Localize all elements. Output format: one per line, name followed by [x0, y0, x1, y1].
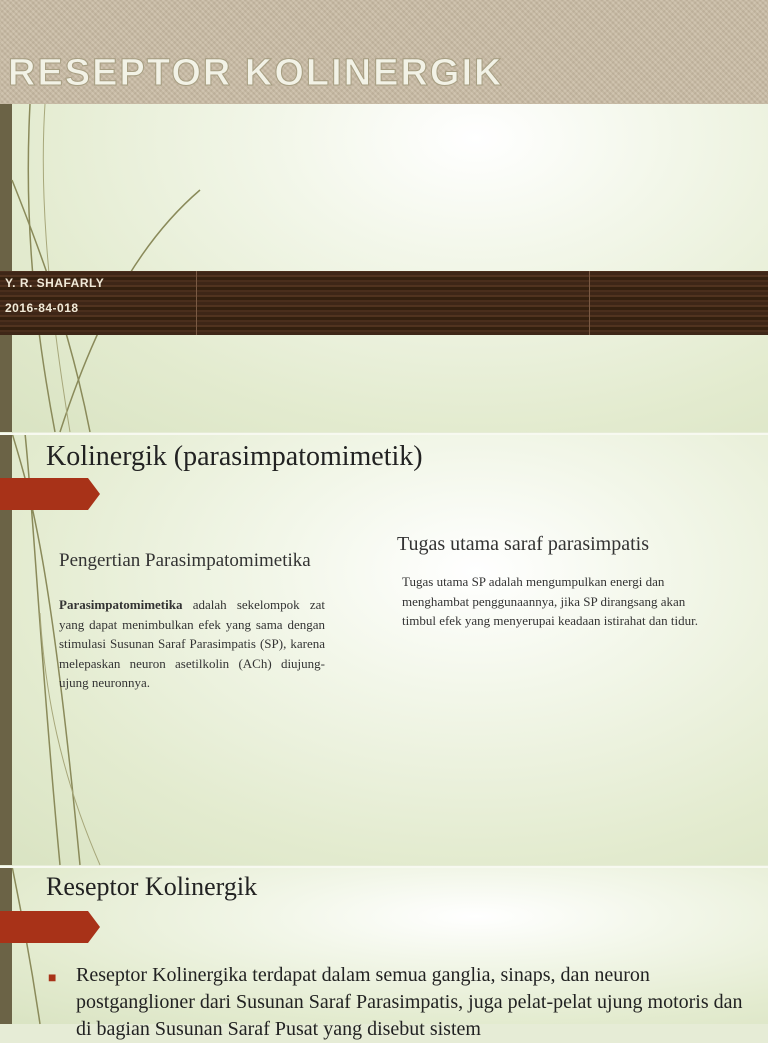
slide-title: RESEPTOR KOLINERGIK — [8, 52, 504, 94]
author-name: Y. R. SHAFARLY — [5, 276, 105, 290]
slide-heading: Kolinergik (parasimpatomimetik) — [46, 441, 423, 472]
term: Parasimpatomimetika — [59, 597, 183, 612]
author-id: 2016-84-018 — [5, 301, 79, 315]
bullet-icon: ■ — [48, 971, 57, 986]
definition-text: adalah sekelompok zat yang dapat menimbulkan efek yang sama dengan stimulasi Susunan Saraf Parasimpatis (SP), karena melepaskan neuron asetilkolin (ACh) diujung-ujung neuronnya. — [59, 597, 325, 691]
list-item — [48, 962, 748, 1043]
bar-divider — [196, 271, 197, 335]
left-column-body — [59, 595, 325, 693]
slide-heading: Reseptor Kolinergik — [46, 872, 258, 901]
slide-separator — [0, 866, 768, 868]
content-slide-reseptor — [0, 866, 768, 1040]
author-bar — [0, 271, 768, 335]
bar-divider — [589, 271, 590, 335]
title-slide — [0, 0, 768, 432]
left-column-title: Pengertian Parasimpatomimetika — [59, 550, 311, 571]
right-column-body: Tugas utama SP adalah mengumpulkan energi dan menghambat penggunaannya, jika SP dirangsang akan timbul efek yang menyerupai keadaan istirahat dan tidur. — [402, 574, 699, 629]
title-bar — [0, 0, 768, 104]
bullet-text: Reseptor Kolinergika terdapat dalam semua ganglia, sinaps, dan neuron postganglioner dari Susunan Saraf Parasimpatis, juga pelat-pelat ujung motoris dan di bagian Susunan Saraf Pusat yang disebut sistem — [76, 964, 743, 1040]
bullet-list — [48, 962, 748, 1043]
content-slide-kolinergik — [0, 433, 768, 865]
right-column-title: Tugas utama saraf parasimpatis — [397, 533, 649, 555]
accent-arrow — [0, 478, 100, 510]
slide-separator — [0, 433, 768, 435]
left-band — [0, 866, 12, 1024]
accent-arrow — [0, 911, 100, 943]
